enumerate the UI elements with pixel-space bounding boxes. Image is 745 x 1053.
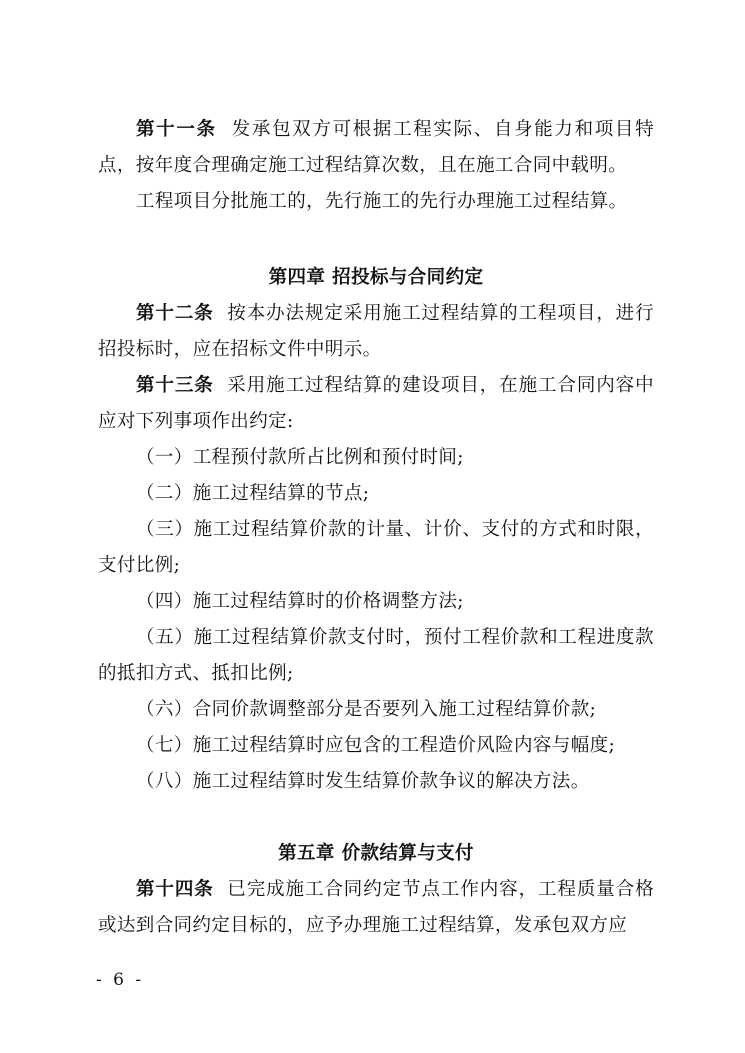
article-12-text: 按本办法规定采用施工过程结算的工程项目，进行招投标时，应在招标文件中明示。 bbox=[98, 303, 654, 360]
article-11-text: 发承包双方可根据工程实际、自身能力和项目特点，按年度合理确定施工过程结算次数，且在施工合同中载明。 bbox=[98, 119, 654, 176]
list-item: （六）合同价款调整部分是否要列入施工过程结算价款; bbox=[136, 699, 597, 720]
list-item: （七）施工过程结算时应包含的工程造价风险内容与幅度; bbox=[136, 735, 616, 756]
list-item: （二）施工过程结算的节点; bbox=[136, 483, 370, 504]
article-14-paragraph bbox=[98, 872, 654, 944]
page-number: - 6 - bbox=[96, 970, 145, 990]
article-12-label: 第十二条 bbox=[136, 303, 214, 324]
chapter-5-heading: 第五章 价款结算与支付 bbox=[278, 843, 474, 864]
article-11-paragraph bbox=[98, 112, 654, 184]
article-13-text: 采用施工过程结算的建设项目，在施工合同内容中应对下列事项作出约定: bbox=[98, 375, 654, 432]
article-11-label: 第十一条 bbox=[136, 119, 217, 140]
article-14-label: 第十四条 bbox=[136, 879, 214, 900]
list-item: （八）施工过程结算时发生结算价款争议的解决方法。 bbox=[136, 771, 590, 792]
article-12-paragraph bbox=[98, 296, 654, 368]
page-content bbox=[98, 112, 654, 944]
list-item: （五）施工过程结算价款支付时，预付工程价款和工程进度款的抵扣方式、抵扣比例; bbox=[98, 627, 654, 684]
chapter-4-heading: 第四章 招投标与合同约定 bbox=[268, 267, 484, 288]
list-item: （三）施工过程结算价款的计量、计价、支付的方式和时限，支付比例; bbox=[98, 519, 654, 576]
article-11-paragraph-2: 工程项目分批施工的，先行施工的先行办理施工过程结算。 bbox=[136, 191, 628, 212]
list-item: （四）施工过程结算时的价格调整方法; bbox=[136, 591, 464, 612]
article-13-label: 第十三条 bbox=[136, 375, 214, 396]
article-14-text: 已完成施工合同约定节点工作内容，工程质量合格或达到合同约定目标的，应予办理施工过程结算，发承包双方应 bbox=[98, 879, 654, 936]
article-13-paragraph bbox=[98, 368, 654, 440]
list-item: （一）工程预付款所占比例和预付时间; bbox=[136, 447, 464, 468]
